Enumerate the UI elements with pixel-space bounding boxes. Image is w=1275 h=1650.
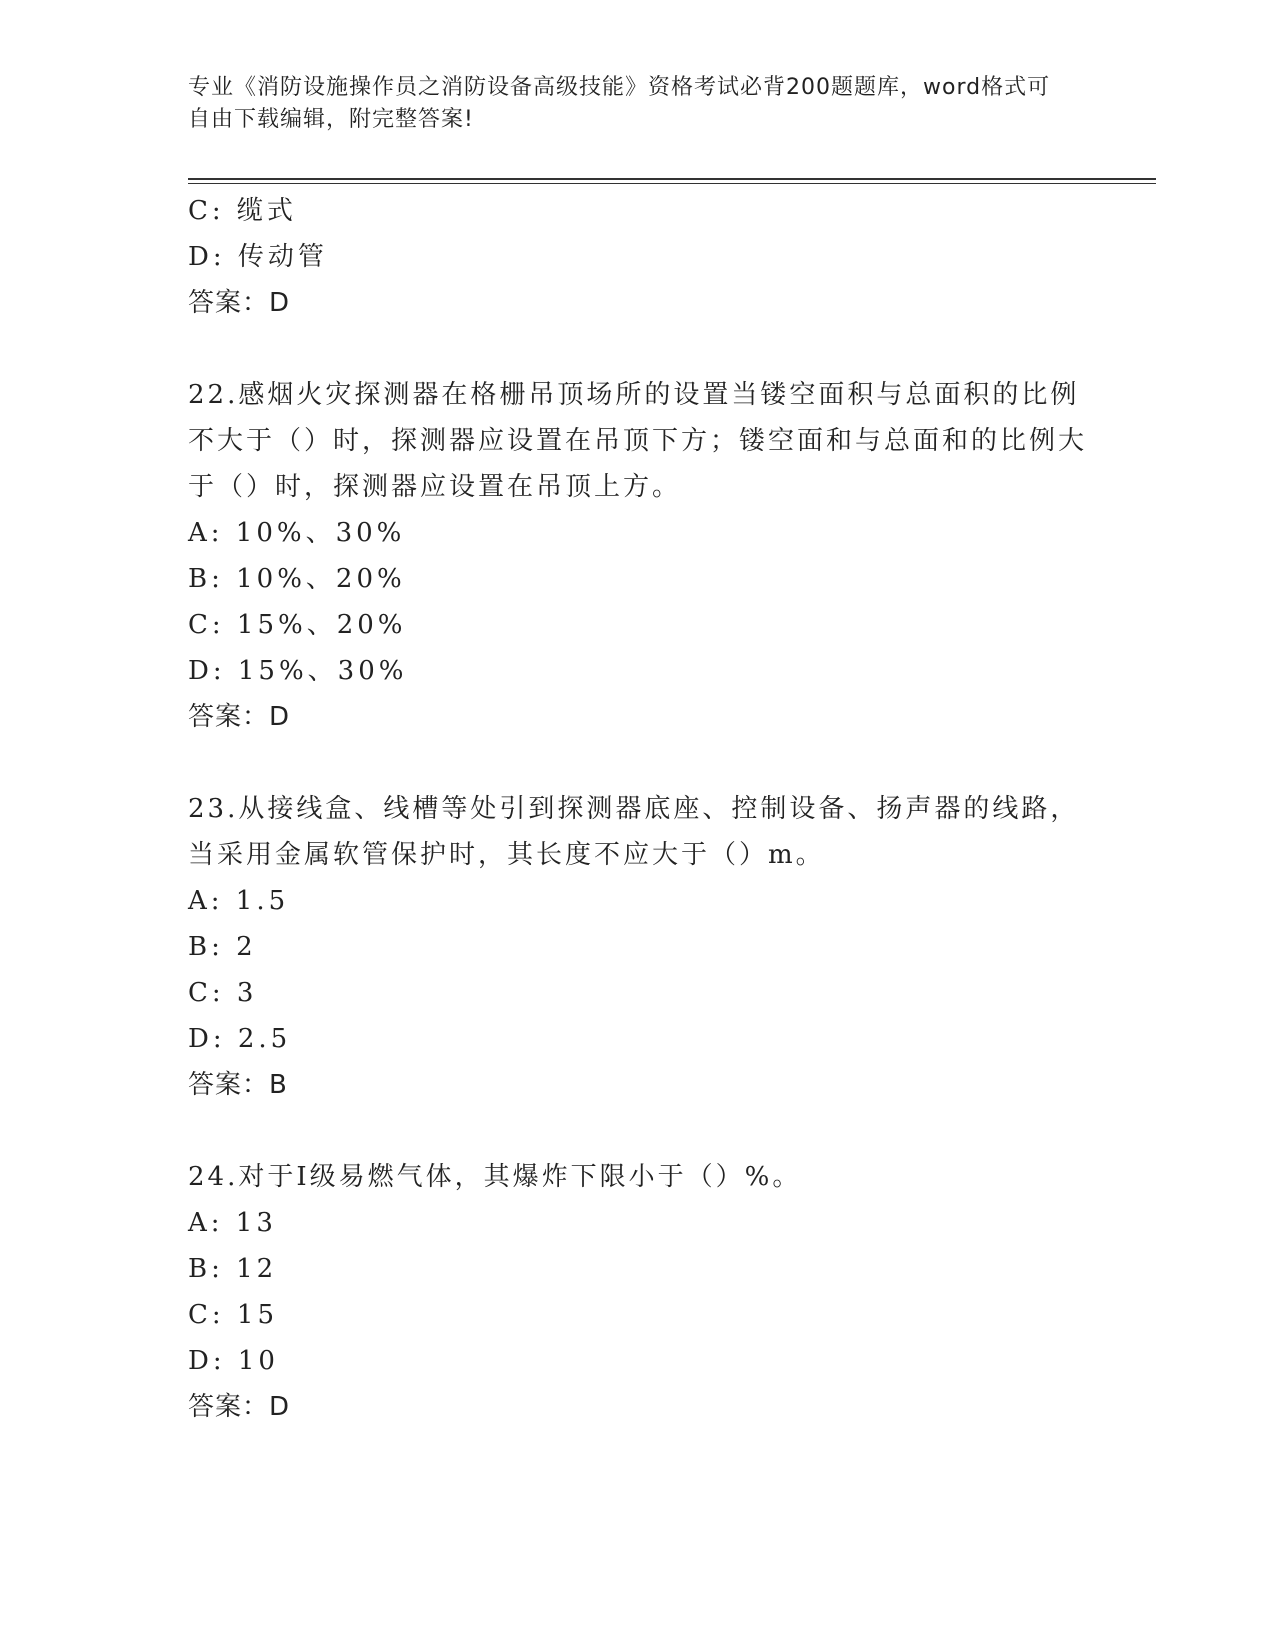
option-a: A: 1.5 — [188, 886, 290, 916]
option-c: C: 15 — [188, 1300, 279, 1330]
option-d: D: 2.5 — [188, 1024, 292, 1054]
question-22 — [188, 372, 1088, 740]
option-d: D: 10 — [188, 1346, 279, 1376]
option-d: D: 传动管 — [188, 242, 328, 272]
option-c: C: 缆式 — [188, 196, 297, 226]
option-a: A: 13 — [188, 1208, 277, 1238]
question-24 — [188, 1154, 1088, 1430]
answer-line: 答案：D — [188, 702, 291, 732]
option-b: B: 12 — [188, 1254, 278, 1284]
question-list — [188, 188, 1088, 1430]
question-text: 23.从接线盒、线槽等处引到探测器底座、控制设备、扬声器的线路，当采用金属软管保护时，其长度不应大于（）m。 — [188, 794, 1080, 870]
answer-line: 答案：B — [188, 1070, 288, 1100]
option-a: A: 10%、30% — [188, 518, 406, 548]
option-d: D: 15%、30% — [188, 656, 408, 686]
option-c: C: 15%、20% — [188, 610, 407, 640]
prev-question-tail — [188, 188, 1088, 326]
header-divider-thin — [188, 183, 1156, 184]
answer-line: 答案：D — [188, 1392, 291, 1422]
answer-line: 答案：D — [188, 288, 291, 318]
option-c: C: 3 — [188, 978, 258, 1008]
option-b: B: 2 — [188, 932, 257, 962]
header-divider-thick — [188, 178, 1156, 180]
question-text: 24.对于Ⅰ级易燃气体，其爆炸下限小于（）%。 — [188, 1162, 802, 1192]
question-23 — [188, 786, 1088, 1108]
question-text: 22.感烟火灾探测器在格栅吊顶场所的设置当镂空面积与总面积的比例不大于（）时，探测器应设置在吊顶下方；镂空面和与总面和的比例大于（）时，探测器应设置在吊顶上方。 — [188, 380, 1088, 502]
document-header: 专业《消防设施操作员之消防设备高级技能》资格考试必背200题题库，word格式可自由下载编辑，附完整答案! — [188, 75, 1051, 132]
option-b: B: 10%、20% — [188, 564, 406, 594]
